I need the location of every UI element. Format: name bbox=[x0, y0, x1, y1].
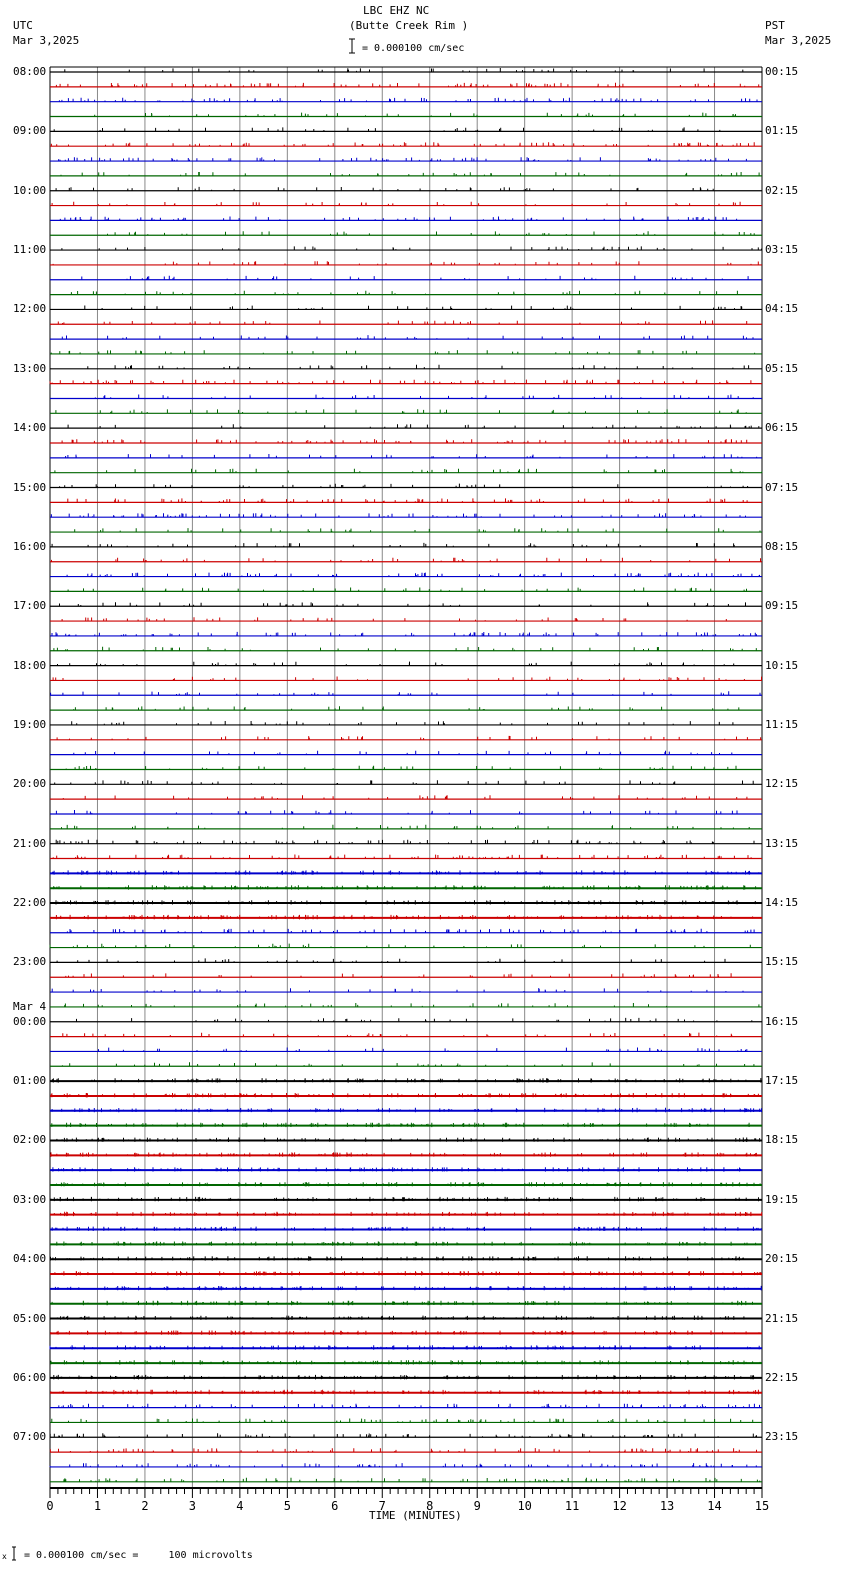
utc-hour-label: 17:00 bbox=[13, 599, 47, 613]
trace-spikes bbox=[60, 484, 748, 488]
trace bbox=[50, 1138, 762, 1143]
trace bbox=[50, 217, 762, 221]
trace bbox=[50, 1419, 762, 1423]
trace bbox=[50, 1062, 762, 1066]
trace bbox=[50, 780, 762, 784]
pst-hour-label: 17:15 bbox=[765, 1074, 799, 1088]
trace bbox=[50, 1152, 762, 1157]
trace bbox=[50, 1345, 762, 1349]
trace bbox=[50, 380, 762, 384]
trace-spikes bbox=[67, 929, 754, 933]
trace bbox=[50, 915, 762, 920]
footer-scale: = 0.000100 cm/sec = 100 microvolts bbox=[24, 1550, 253, 1561]
pst-hour-label: 18:15 bbox=[765, 1133, 799, 1147]
trace-spikes bbox=[50, 1448, 756, 1452]
utc-hour-label: 03:00 bbox=[13, 1192, 47, 1206]
trace bbox=[50, 1018, 762, 1022]
trace bbox=[50, 1360, 762, 1365]
trace-spikes bbox=[66, 454, 757, 458]
trace bbox=[50, 469, 762, 473]
trace bbox=[50, 1212, 762, 1216]
pst-hour-label: 20:15 bbox=[765, 1252, 799, 1266]
trace bbox=[50, 439, 762, 443]
pst-hour-label: 04:15 bbox=[765, 302, 799, 316]
trace bbox=[50, 900, 762, 904]
footer-mark: x bbox=[2, 1552, 7, 1561]
trace bbox=[50, 870, 762, 875]
trace bbox=[50, 573, 762, 577]
x-tick-label: 7 bbox=[378, 1499, 386, 1513]
trace bbox=[50, 306, 762, 310]
utc-hour-label: 14:00 bbox=[13, 421, 47, 435]
trace bbox=[50, 1256, 762, 1261]
x-tick-label: 14 bbox=[707, 1499, 722, 1513]
trace bbox=[50, 513, 762, 517]
utc-hour-label: 16:00 bbox=[13, 539, 47, 553]
trace bbox=[50, 1123, 762, 1128]
x-axis-label: TIME (MINUTES) bbox=[369, 1509, 462, 1522]
trace-spikes bbox=[85, 306, 742, 310]
trace bbox=[50, 142, 762, 146]
trace bbox=[50, 810, 762, 814]
trace bbox=[50, 1033, 762, 1037]
station-title: LBC EHZ NC bbox=[363, 4, 430, 17]
utc-hour-label: 11:00 bbox=[13, 243, 47, 257]
trace-spikes bbox=[99, 1048, 747, 1052]
x-tick-label: 3 bbox=[188, 1499, 197, 1513]
trace bbox=[50, 187, 762, 191]
left-timezone: UTC bbox=[13, 19, 33, 32]
trace-spikes bbox=[53, 677, 761, 681]
trace bbox=[50, 632, 762, 636]
trace bbox=[50, 558, 762, 562]
left-date: Mar 3,2025 bbox=[13, 34, 80, 47]
pst-hour-label: 05:15 bbox=[765, 361, 799, 375]
trace bbox=[50, 691, 762, 695]
trace bbox=[50, 795, 762, 799]
utc-hour-label: 22:00 bbox=[13, 896, 47, 910]
trace bbox=[50, 1048, 762, 1052]
trace bbox=[50, 617, 762, 621]
pst-hour-label: 11:15 bbox=[765, 717, 799, 731]
trace bbox=[50, 424, 762, 428]
trace bbox=[50, 602, 762, 606]
trace bbox=[50, 172, 762, 176]
trace bbox=[50, 840, 762, 844]
trace bbox=[50, 958, 762, 962]
trace bbox=[50, 766, 762, 770]
trace bbox=[50, 365, 762, 369]
trace bbox=[50, 677, 762, 681]
trace bbox=[50, 335, 762, 339]
trace bbox=[50, 1197, 762, 1201]
x-tick-label: 10 bbox=[517, 1499, 532, 1513]
trace bbox=[50, 1241, 762, 1246]
pst-hour-label: 09:15 bbox=[765, 599, 799, 613]
utc-hour-label: 18:00 bbox=[13, 658, 47, 672]
trace bbox=[50, 885, 762, 890]
utc-hour-label: 20:00 bbox=[13, 777, 47, 791]
scale-label: = 0.000100 cm/sec bbox=[362, 43, 465, 54]
x-tick-label: 0 bbox=[46, 1499, 54, 1513]
trace-spikes bbox=[50, 380, 751, 384]
trace bbox=[50, 454, 762, 458]
utc-hour-label: 23:00 bbox=[13, 955, 47, 969]
trace bbox=[50, 1301, 762, 1305]
utc-hour-label: 02:00 bbox=[13, 1133, 47, 1147]
trace bbox=[50, 855, 762, 859]
trace bbox=[50, 647, 762, 651]
trace bbox=[50, 1478, 762, 1482]
pst-hour-label: 01:15 bbox=[765, 124, 799, 138]
utc-hour-label: 12:00 bbox=[13, 302, 47, 316]
utc-hour-label: 10:00 bbox=[13, 183, 47, 197]
utc-hour-label: 21:00 bbox=[13, 836, 47, 850]
trace bbox=[50, 751, 762, 755]
utc-hour-label: 19:00 bbox=[13, 717, 47, 731]
x-tick-label: 6 bbox=[331, 1499, 339, 1513]
trace-spikes bbox=[60, 602, 746, 606]
x-tick-label: 13 bbox=[659, 1499, 675, 1513]
trace bbox=[50, 320, 762, 324]
pst-hour-label: 06:15 bbox=[765, 421, 799, 435]
pst-hour-label: 12:15 bbox=[765, 777, 799, 791]
trace-spikes bbox=[66, 973, 731, 977]
pst-hour-label: 03:15 bbox=[765, 243, 799, 257]
trace bbox=[50, 1271, 762, 1275]
trace bbox=[50, 291, 762, 295]
x-tick-label: 8 bbox=[426, 1499, 434, 1513]
pst-hour-label: 02:15 bbox=[765, 183, 799, 197]
trace bbox=[50, 395, 762, 399]
x-tick-label: 9 bbox=[473, 1499, 481, 1513]
utc-hour-label: 06:00 bbox=[13, 1370, 47, 1384]
utc-hour-label: 04:00 bbox=[13, 1252, 47, 1266]
trace bbox=[50, 1331, 762, 1335]
trace bbox=[50, 1227, 762, 1231]
trace bbox=[50, 1316, 762, 1320]
trace bbox=[50, 944, 762, 948]
trace bbox=[50, 231, 762, 235]
pst-hour-label: 22:15 bbox=[765, 1370, 799, 1384]
trace bbox=[50, 588, 762, 592]
trace bbox=[50, 1182, 762, 1187]
trace-spikes bbox=[56, 409, 746, 413]
trace-spikes bbox=[62, 335, 753, 339]
trace bbox=[50, 1463, 762, 1467]
trace bbox=[50, 202, 762, 206]
trace bbox=[50, 1390, 762, 1395]
trace-spikes bbox=[75, 528, 760, 532]
trace bbox=[50, 721, 762, 725]
trace bbox=[50, 973, 762, 977]
trace-spikes bbox=[52, 1419, 753, 1423]
trace bbox=[50, 988, 762, 992]
utc-hour-label: 08:00 bbox=[13, 65, 47, 78]
utc-hour-label: 00:00 bbox=[13, 1014, 47, 1028]
trace bbox=[50, 1448, 762, 1452]
trace bbox=[50, 246, 762, 250]
utc-hour-label: 13:00 bbox=[13, 361, 47, 375]
trace-spikes bbox=[59, 157, 747, 161]
trace bbox=[50, 98, 762, 102]
trace bbox=[50, 706, 762, 710]
x-tick-label: 11 bbox=[564, 1499, 580, 1513]
utc-hour-label: 07:00 bbox=[13, 1430, 47, 1444]
trace bbox=[50, 498, 762, 502]
trace bbox=[50, 276, 762, 280]
site-name: (Butte Creek Rim ) bbox=[349, 19, 469, 32]
trace bbox=[50, 68, 762, 72]
x-tick-label: 2 bbox=[141, 1499, 149, 1513]
trace-spikes bbox=[95, 113, 736, 117]
right-timezone: PST bbox=[765, 19, 785, 32]
right-date: Mar 3,2025 bbox=[765, 34, 832, 47]
trace bbox=[50, 1375, 762, 1380]
pst-hour-label: 14:15 bbox=[765, 896, 799, 910]
scale-bar-icon bbox=[349, 39, 355, 53]
trace bbox=[50, 1108, 762, 1113]
pst-hour-label: 07:15 bbox=[765, 480, 799, 494]
trace-spikes bbox=[65, 1003, 759, 1007]
utc-hour-label: 15:00 bbox=[13, 480, 47, 494]
x-tick-label: 4 bbox=[236, 1499, 244, 1513]
pst-hour-label: 15:15 bbox=[765, 955, 799, 969]
utc-hour-label: 09:00 bbox=[13, 124, 47, 138]
trace bbox=[50, 350, 762, 354]
pst-hour-label: 23:15 bbox=[765, 1430, 799, 1444]
pst-hour-label: 16:15 bbox=[765, 1014, 799, 1028]
pst-hour-label: 00:15 bbox=[765, 65, 799, 78]
pst-hour-label: 08:15 bbox=[765, 539, 799, 553]
trace bbox=[50, 1078, 762, 1083]
trace bbox=[50, 543, 762, 547]
utc-hour-label: 01:00 bbox=[13, 1074, 47, 1088]
trace bbox=[50, 484, 762, 488]
trace bbox=[50, 1003, 762, 1007]
trace bbox=[50, 736, 762, 740]
trace-spikes bbox=[52, 632, 757, 636]
trace bbox=[50, 157, 762, 161]
date-change-label: Mar 4 bbox=[13, 999, 47, 1013]
trace bbox=[50, 83, 762, 87]
footer-scale-bar-icon bbox=[12, 1547, 16, 1560]
trace-spikes bbox=[56, 83, 758, 87]
pst-hour-label: 10:15 bbox=[765, 658, 799, 672]
trace bbox=[50, 127, 762, 131]
x-tick-label: 15 bbox=[754, 1499, 770, 1513]
trace bbox=[50, 1167, 762, 1172]
trace bbox=[50, 261, 762, 265]
x-tick-label: 12 bbox=[612, 1499, 627, 1513]
trace bbox=[50, 409, 762, 413]
trace bbox=[50, 1093, 762, 1097]
pst-hour-label: 21:15 bbox=[765, 1311, 799, 1325]
trace-spikes bbox=[53, 855, 751, 859]
trace bbox=[50, 929, 762, 933]
trace bbox=[50, 1404, 762, 1408]
trace-spikes bbox=[108, 231, 755, 235]
trace bbox=[50, 113, 762, 117]
pst-hour-label: 19:15 bbox=[765, 1192, 799, 1206]
utc-hour-label: 05:00 bbox=[13, 1311, 47, 1325]
trace bbox=[50, 825, 762, 829]
x-tick-label: 5 bbox=[283, 1499, 291, 1513]
x-tick-label: 1 bbox=[93, 1499, 102, 1513]
trace-spikes bbox=[62, 825, 750, 829]
trace-spikes bbox=[74, 751, 732, 755]
trace-spikes bbox=[52, 558, 761, 562]
pst-hour-label: 13:15 bbox=[765, 836, 799, 850]
trace-spikes bbox=[55, 780, 754, 784]
trace bbox=[50, 1286, 762, 1291]
trace bbox=[50, 1433, 762, 1437]
trace bbox=[50, 528, 762, 532]
trace bbox=[50, 662, 762, 666]
